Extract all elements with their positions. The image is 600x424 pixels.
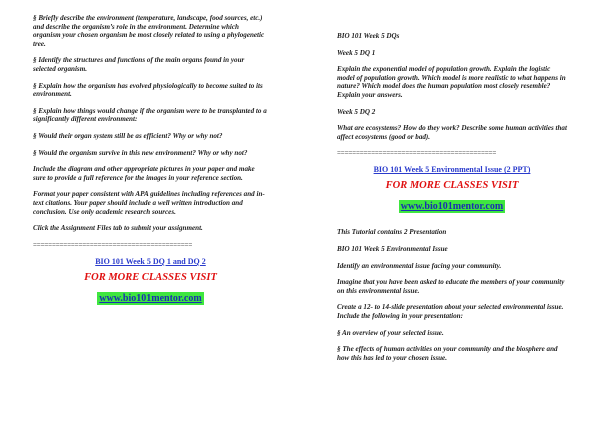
body-paragraph: Imagine that you have been asked to educate the members of your community on this environmental issue. — [337, 278, 565, 295]
body-paragraph: Identify an environmental issue facing your community. — [337, 261, 502, 270]
body-paragraph: Format your paper consistent with APA guidelines including references and in-text citations. Your paper should include a well written introduction and conclusion. Use only academic research sources. — [33, 190, 265, 216]
course-link[interactable]: BIO 101 Week 5 DQ 1 and DQ 2 — [95, 256, 206, 266]
body-paragraph: § Briefly describe the environment (temperature, landscape, food sources, etc.) and describe the organism’s role in the environment. Determine which organism your chosen organism be most closely related to using a phylogenetic tree. — [33, 14, 265, 48]
body-paragraph: § Identify the structures and functions of the main organs found in your selected organism. — [33, 56, 245, 73]
body-paragraph: § Explain how things would change if the organism were to be transplanted to a significantly different environment: — [33, 106, 267, 124]
course-link[interactable]: BIO 101 Week 5 Environmental Issue (2 PPT) — [373, 165, 531, 175]
body-paragraph: Click the Assignment Files tab to submit your assignment. — [33, 224, 203, 233]
right-column — [337, 32, 567, 370]
left-column — [33, 14, 268, 316]
separator: ========================================== — [33, 240, 193, 249]
body-paragraph: What are ecosystems? How do they work? Describe some human activities that affect ecosystems (good or bad). — [337, 124, 567, 141]
promo-text: FOR MORE CLASSES VISIT — [84, 271, 217, 283]
body-paragraph: BIO 101 Week 5 DQs — [337, 32, 400, 40]
body-paragraph: Week 5 DQ 1 — [337, 48, 376, 57]
body-paragraph: Include the diagram and other appropriate pictures in your paper and make sure to provide a full reference for the images in your reference section. — [33, 165, 255, 182]
website-link[interactable]: www.bio101mentor.com — [99, 292, 202, 304]
separator: ========================================== — [337, 149, 497, 158]
body-paragraph: § Explain how the organism has evolved physiologically to become suited to its environment. — [33, 81, 263, 99]
body-paragraph: Explain the exponential model of population growth. Explain the logistic model of population growth. Which model is more realistic to what happens in nature? Which model does the human population most closely resemble? Explain your answers. — [337, 65, 566, 99]
promo-text: FOR MORE CLASSES VISIT — [385, 180, 519, 192]
body-paragraph: § An overview of your selected issue. — [337, 328, 444, 337]
body-paragraph: Week 5 DQ 2 — [337, 107, 376, 116]
body-paragraph: § Would their organ system still be as efficient? Why or why not? — [33, 131, 223, 140]
body-paragraph: Create a 12- to 14-slide presentation about your selected environmental issue. Include the following in your presentation: — [337, 303, 564, 320]
website-link[interactable]: www.bio101mentor.com — [400, 201, 504, 213]
body-paragraph: BIO 101 Week 5 Environmental Issue — [337, 244, 448, 253]
body-paragraph: This Tutorial contains 2 Presentation — [337, 228, 447, 237]
body-paragraph: § The effects of human activities on your community and the biosphere and how this has led to your chosen issue. — [337, 345, 558, 362]
body-paragraph: § Would the organism survive in this new environment? Why or why not? — [33, 148, 248, 157]
